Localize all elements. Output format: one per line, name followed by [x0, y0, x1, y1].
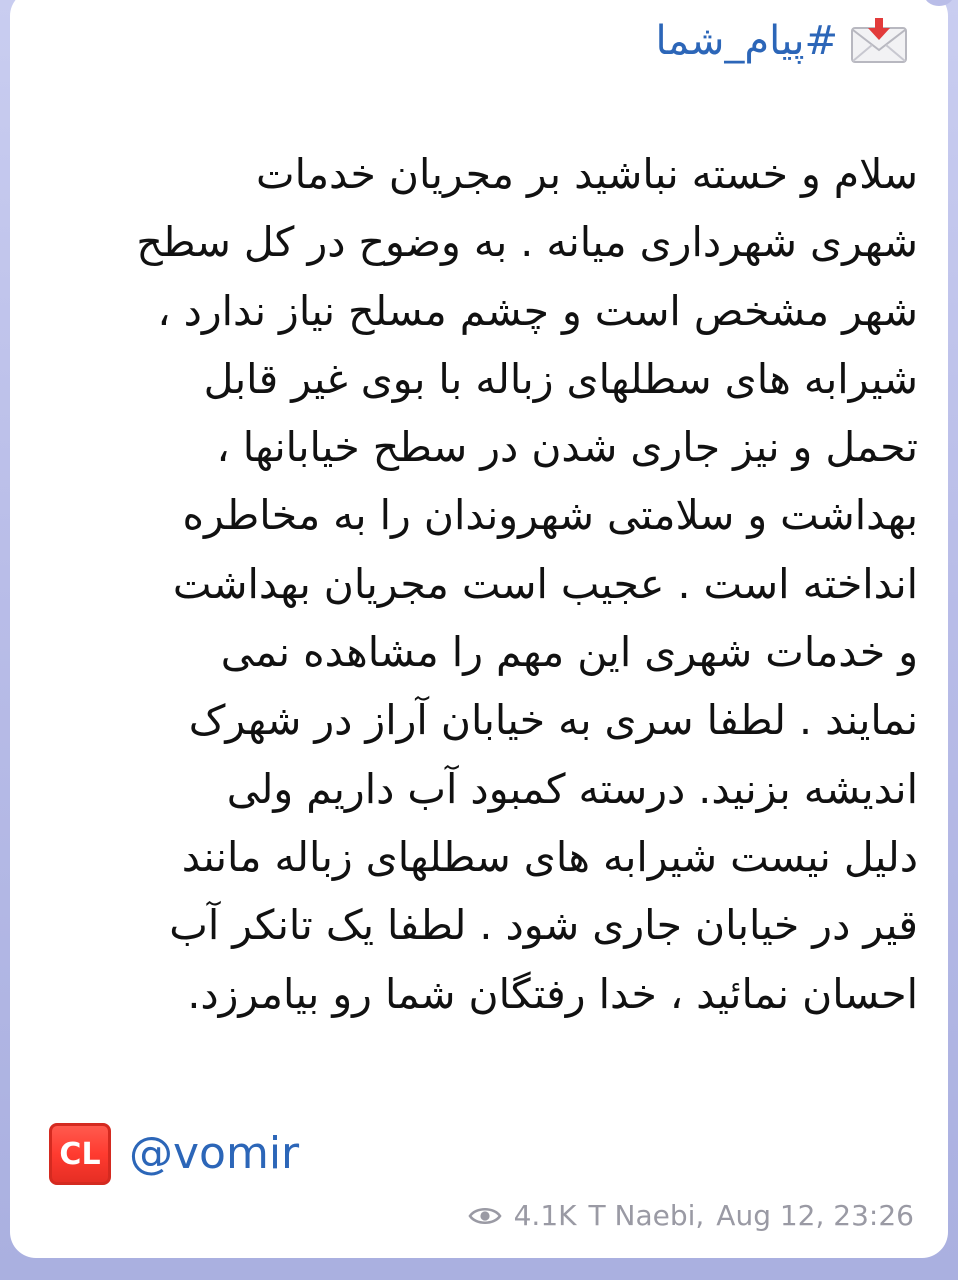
message-line: قیر در خیابان جاری شود . لطفا یک تانکر آب: [169, 901, 918, 950]
message-bubble: [10, 0, 948, 1258]
post-timestamp: Aug 12, 23:26: [716, 1199, 914, 1232]
message-line: شهر مشخص است و چشم مسلح نیاز ندارد ،: [157, 286, 918, 335]
message-line: شیرابه های سطلهای زباله با بوی غیر قابل: [203, 354, 918, 403]
message-line: بهداشت و سلامتی شهروندان را به مخاطره: [182, 491, 918, 540]
channel-signature: [49, 1123, 299, 1185]
hashtag-link[interactable]: #پیام_شما: [655, 18, 838, 64]
view-count: 4.1K: [513, 1199, 577, 1232]
message-line: اندیشه بزنید. درسته کمبود آب داریم ولی: [226, 764, 918, 813]
message-line: نمایند . لطفا سری به خیابان آراز در شهرک: [188, 696, 918, 745]
bubble-corner: [924, 0, 954, 6]
message-line: شهری شهرداری میانه . به وضوح در کل سطح: [136, 218, 918, 267]
message-meta: [468, 1199, 914, 1232]
message-text: [50, 140, 918, 1028]
message-line: احسان نمائید ، خدا رفتگان شما رو بیامرزد.: [187, 969, 918, 1018]
message-header: [656, 18, 909, 64]
message-line: و خدمات شهری این مهم را مشاهده نمی: [220, 628, 918, 677]
message-line: دلیل نیست شیرابه های سطلهای زباله مانند: [181, 832, 918, 881]
envelope-incoming-icon: [850, 18, 908, 64]
post-author: T Naebi,: [588, 1199, 705, 1232]
message-line: سلام و خسته نباشید بر مجریان خدمات: [255, 150, 918, 198]
channel-handle-link[interactable]: @vomir: [129, 1128, 300, 1179]
cl-badge-icon: CL: [49, 1123, 111, 1185]
message-line: تحمل و نیز جاری شدن در سطح خیابانها ،: [216, 423, 918, 472]
message-line: انداخته است . عجیب است مجریان بهداشت: [172, 559, 918, 608]
eye-icon: [468, 1204, 502, 1228]
